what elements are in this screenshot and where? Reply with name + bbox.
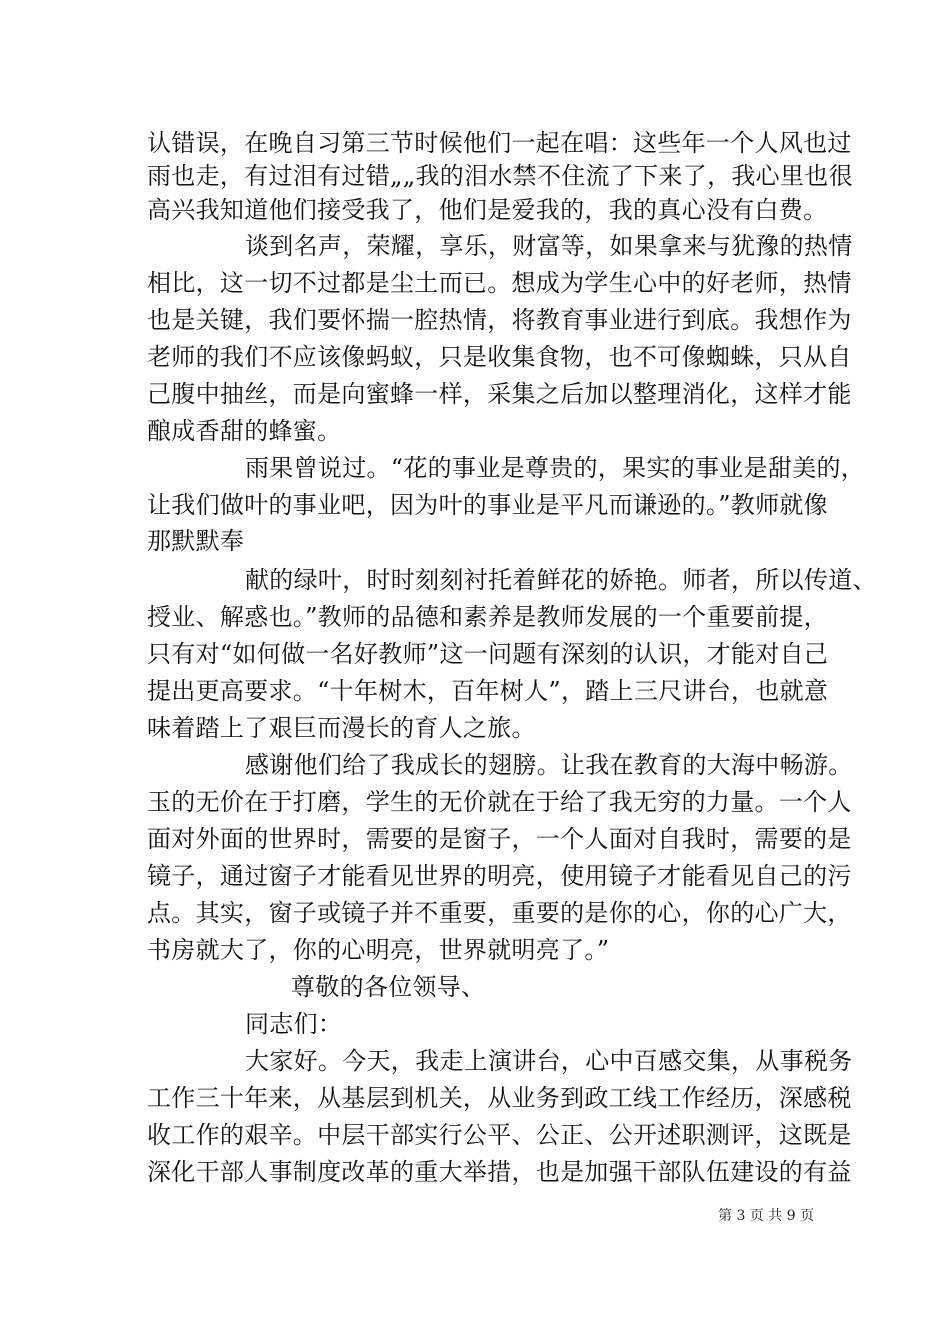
text-line-18: 感谢他们给了我成长的翅膀。让我在教育的大海中畅游。 bbox=[245, 751, 853, 779]
text-line-9: 酿成香甜的蜂蜜。 bbox=[147, 417, 342, 445]
text-line-1: 认错误，在晚自习第三节时候他们一起在唱：这些年一个人风也过 bbox=[147, 129, 852, 157]
text-line-10: 雨果曾说过。“花的事业是尊贵的，果实的事业是甜美的， bbox=[245, 454, 866, 482]
page-number: 第 3 页 共 9 页 bbox=[718, 1208, 815, 1224]
text-line-22: 点。其实，窗子或镜子并不重要，重要的是你的心，你的心广大， bbox=[147, 899, 852, 927]
text-line-29: 深化干部人事制度改革的重大举措，也是加强干部队伍建设的有益 bbox=[147, 1158, 852, 1186]
salutation-line: 尊敬的各位领导、 bbox=[291, 973, 486, 1001]
text-line-13: 献的绿叶，时时刻刻衬托着鲜花的娇艳。师者，所以传道、 bbox=[245, 566, 877, 594]
text-line-17: 味着踏上了艰巨而漫长的育人之旅。 bbox=[147, 714, 536, 742]
text-line-20: 面对外面的世界时，需要的是窗子，一个人面对自我时，需要的是 bbox=[147, 825, 852, 853]
text-line-28: 收工作的艰辛。中层干部实行公平、公正、公开述职测评，这既是 bbox=[147, 1121, 852, 1149]
text-line-27: 工作三十年来，从基层到机关，从业务到政工线工作经历，深感税 bbox=[147, 1084, 852, 1112]
text-line-2: 雨也走，有过泪有过错„„我的泪水禁不住流了下来了，我心里也很 bbox=[147, 162, 853, 190]
text-line-26: 大家好。今天，我走上演讲台，心中百感交集，从事税务 bbox=[245, 1047, 853, 1075]
text-line-14: 授业、解惑也。”教师的品德和素养是教师发展的一个重要前提， bbox=[147, 603, 828, 631]
text-line-3: 高兴我知道他们接受我了，他们是爱我的，我的真心没有白费。 bbox=[147, 196, 828, 224]
text-line-16: 提出更高要求。“十年树木，百年树人”，踏上三尺讲台，也就意 bbox=[147, 677, 829, 705]
text-line-23: 书房就大了，你的心明亮，世界就明亮了。” bbox=[147, 936, 610, 964]
text-line-4: 谈到名声，荣耀，享乐，财富等，如果拿来与犹豫的热情 bbox=[245, 232, 853, 260]
text-line-12: 那默默奉 bbox=[147, 527, 245, 555]
text-line-5: 相比，这一切不过都是尘土而已。想成为学生心中的好老师，热情 bbox=[147, 269, 852, 297]
text-line-8: 己腹中抽丝，而是向蜜蜂一样，采集之后加以整理消化，这样才能 bbox=[147, 380, 852, 408]
salutation-line-2: 同志们： bbox=[245, 1010, 343, 1038]
text-line-6: 也是关键，我们要怀揣一腔热情，将教育事业进行到底。我想作为 bbox=[147, 306, 852, 334]
text-line-11: 让我们做叶的事业吧，因为叶的事业是平凡而谦逊的。”教师就像 bbox=[147, 491, 828, 519]
text-line-19: 玉的无价在于打磨，学生的无价就在于给了我无穷的力量。一个人 bbox=[147, 788, 852, 816]
text-line-15: 只有对“如何做一名好教师”这一问题有深刻的认识，才能对自己 bbox=[147, 640, 829, 668]
text-line-7: 老师的我们不应该像蚂蚁，只是收集食物，也不可像蜘蛛，只从自 bbox=[147, 343, 852, 371]
text-line-21: 镜子，通过窗子才能看见世界的明亮，使用镜子才能看见自己的污 bbox=[147, 862, 852, 890]
